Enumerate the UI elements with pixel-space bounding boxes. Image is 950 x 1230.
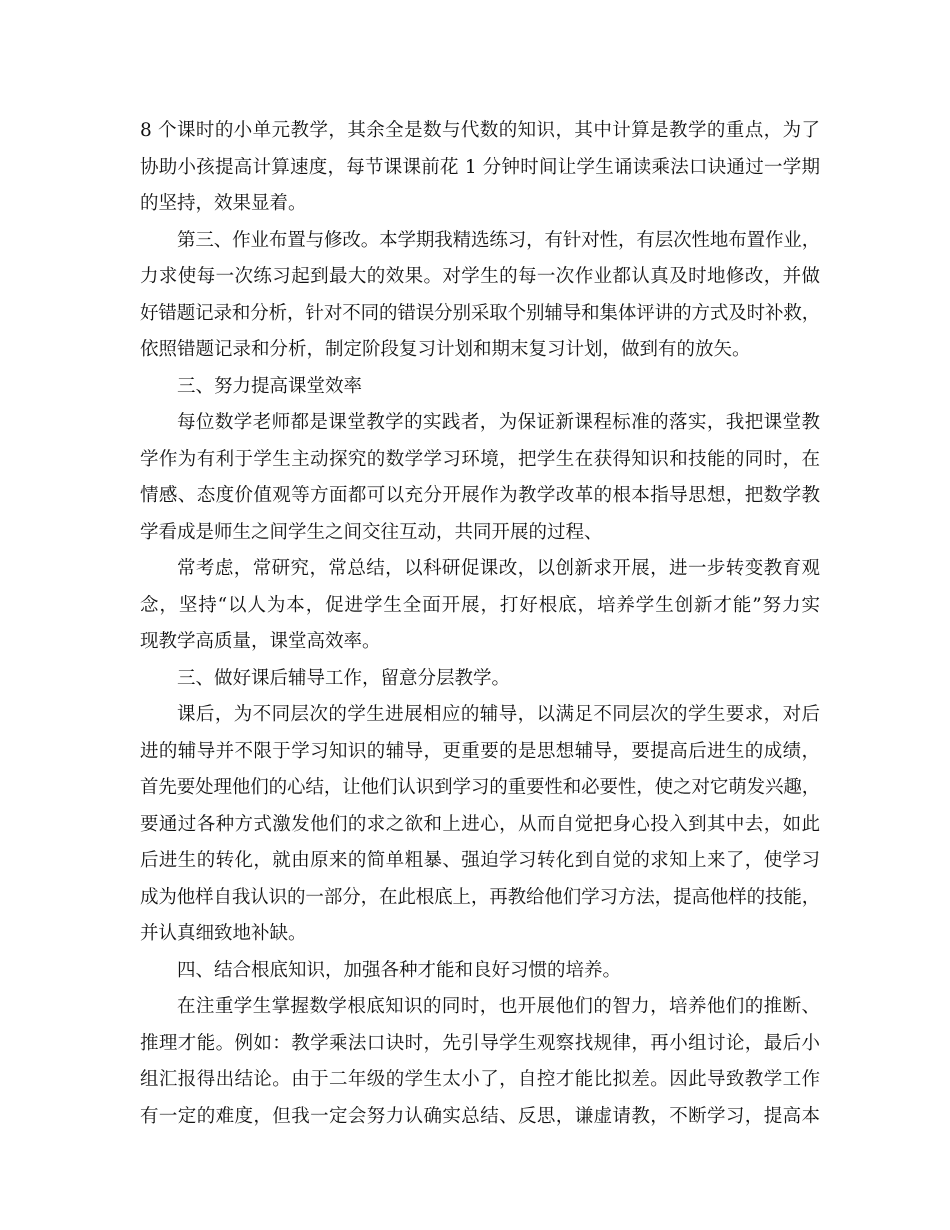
text-line: 组汇报得出结论。由于二年级的学生太小了，自控才能比拟差。因此导致教学工作 bbox=[140, 1069, 820, 1090]
text-line: 情感、态度价值观等方面都可以充分开展作为教学改革的根本指导思想，把数学教 bbox=[140, 485, 820, 506]
text-line: 依照错题记录和分析，制定阶段复习计划和期末复习计划，做到有的放矢。 bbox=[140, 339, 751, 360]
text-line: 在注重学生掌握数学根底知识的同时，也开展他们的智力，培养他们的推断、 bbox=[177, 996, 820, 1017]
text-line: 三、努力提高课堂效率 bbox=[177, 375, 363, 397]
text-line: 进的辅导并不限于学习知识的辅导，更重要的是思想辅导，要提高后进生的成绩， bbox=[140, 740, 820, 762]
text-line: 成为他样自我认识的一部分，在此根底上，再教给他们学习方法，提高他样的技能， bbox=[140, 886, 820, 908]
text-line: 课后，为不同层次的学生进展相应的辅导，以满足不同层次的学生要求，对后 bbox=[177, 704, 820, 725]
text-line: 要通过各种方式激发他们的求之欲和上进心，从而自觉把身心投入到其中去，如此 bbox=[140, 813, 820, 835]
text-line: 学作为有利于学生主动探究的数学学习环境，把学生在获得知识和技能的同时，在 bbox=[140, 448, 820, 470]
text-line: 协助小孩提高计算速度，每节课课前花 1 分钟时间让学生诵读乘法口诀通过一学期 bbox=[140, 156, 820, 178]
text-line: 8 个课时的小单元教学，其余全是数与代数的知识，其中计算是教学的重点，为了 bbox=[140, 120, 820, 141]
text-line: 常考虑，常研究，常总结，以科研促课改，以创新求开展，进一步转变教育观 bbox=[177, 558, 820, 579]
text-line: 有一定的难度，但我一定会努力认确实总结、反思，谦虚请教，不断学习，提高本 bbox=[140, 1105, 820, 1127]
text-line: 每位数学老师都是课堂教学的实践者，为保证新课程标准的落实，我把课堂教 bbox=[177, 412, 820, 433]
text-line: 首先要处理他们的心结，让他们认识到学习的重要性和必要性，使之对它萌发兴趣， bbox=[140, 777, 820, 798]
text-line: 好错题记录和分析，针对不同的错误分别采取个别辅导和集体评讲的方式及时补救， bbox=[140, 302, 820, 324]
text-line: 念，坚持“以人为本，促进学生全面开展，打好根底，培养学生创新才能”努力实 bbox=[140, 594, 820, 616]
text-line: 的坚持，效果显着。 bbox=[140, 193, 307, 214]
text-line: 力求使每一次练习起到最大的效果。对学生的每一次作业都认真及时地修改，并做 bbox=[140, 266, 820, 287]
text-line: 学看成是师生之间学生之间交往互动，共同开展的过程、 bbox=[140, 521, 603, 543]
document-page bbox=[140, 113, 820, 1135]
text-line: 后进生的转化，就由原来的简单粗暴、强迫学习转化到自觉的求知上来了，使学习 bbox=[140, 850, 820, 871]
text-line: 推理才能。例如：教学乘法口诀时，先引导学生观察找规律，再小组讨论，最后小 bbox=[140, 1032, 820, 1054]
text-line: 三、做好课后辅导工作，留意分层教学。 bbox=[177, 667, 511, 689]
text-line: 并认真细致地补缺。 bbox=[140, 923, 307, 944]
text-line: 第三、作业布置与修改。本学期我精选练习，有针对性，有层次性地布置作业， bbox=[177, 229, 820, 251]
text-line: 四、结合根底知识，加强各种才能和良好习惯的培养。 bbox=[177, 959, 622, 981]
text-line: 现教学高质量，课堂高效率。 bbox=[140, 631, 381, 652]
